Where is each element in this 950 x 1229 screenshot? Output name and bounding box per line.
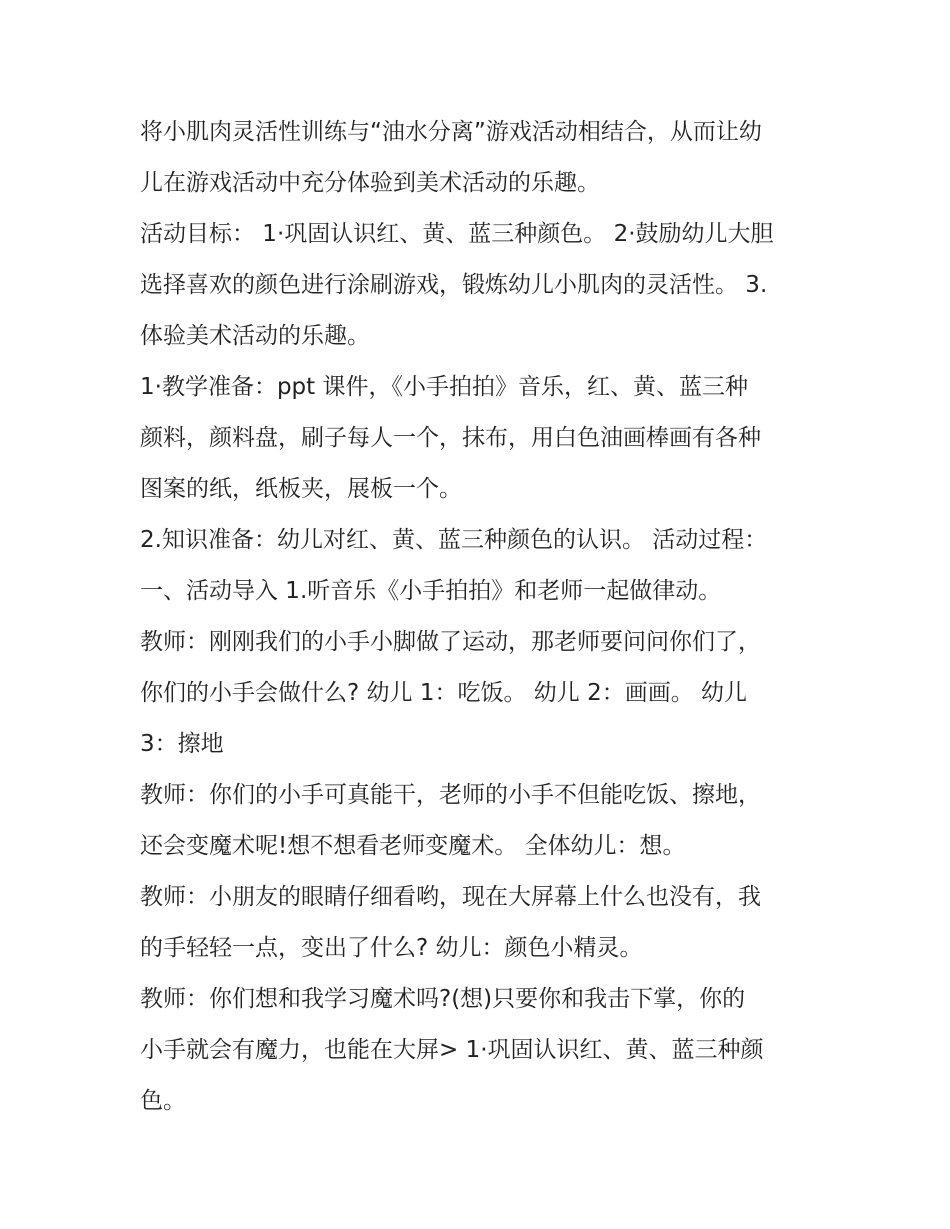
text-line: 教师：你们想和我学习魔术吗?(想)只要你和我击下掌，你的: [140, 986, 746, 1012]
text-line: 教师：刚刚我们的小手小脚做了运动，那老师要问问你们了，: [140, 629, 761, 655]
text-line: 一、活动导入 1.听音乐《小手拍拍》和老师一起做律动。: [140, 578, 722, 604]
text-line: 儿在游戏活动中充分体验到美术活动的乐趣。: [140, 170, 600, 196]
text-line: 体验美术活动的乐趣。: [140, 323, 370, 349]
text-line: 图案的纸，纸板夹，展板一个。: [140, 476, 462, 502]
text-line: 的手轻轻一点，变出了什么? 幼儿：颜色小精灵。: [140, 935, 643, 961]
text-line: 教师：你们的小手可真能干，老师的小手不但能吃饭、擦地，: [140, 782, 761, 808]
text-line: 将小肌肉灵活性训练与“油水分离”游戏活动相结合，从而让幼: [140, 119, 762, 145]
text-line: 你们的小手会做什么? 幼儿 1：吃饭。 幼儿 2：画画。 幼儿: [140, 680, 748, 706]
text-line: 活动目标： 1·巩固认识红、黄、蓝三种颜色。 2·鼓励幼儿大胆: [140, 221, 774, 247]
text-line: 2.知识准备：幼儿对红、黄、蓝三种颜色的认识。 活动过程：: [140, 527, 768, 553]
text-line: 3：擦地: [140, 731, 224, 757]
text-line: 小手就会有魔力，也能在大屏> 1·巩固认识红、黄、蓝三种颜: [140, 1037, 764, 1063]
text-line: 还会变魔术呢!想不想看老师变魔术。 全体幼儿：想。: [140, 833, 686, 859]
text-line: 1·教学准备：ppt 课件，《小手拍拍》音乐，红、黄、蓝三种: [140, 374, 748, 400]
text-line: 教师：小朋友的眼睛仔细看哟，现在大屏幕上什么也没有，我: [140, 884, 761, 910]
document-body: [140, 107, 820, 1127]
text-line: 选择喜欢的颜色进行涂刷游戏，锻炼幼儿小肌肉的灵活性。 3.: [140, 272, 768, 298]
text-line: 色。: [140, 1088, 186, 1114]
text-line: 颜料，颜料盘，刷子每人一个，抹布，用白色油画棒画有各种: [140, 425, 761, 451]
